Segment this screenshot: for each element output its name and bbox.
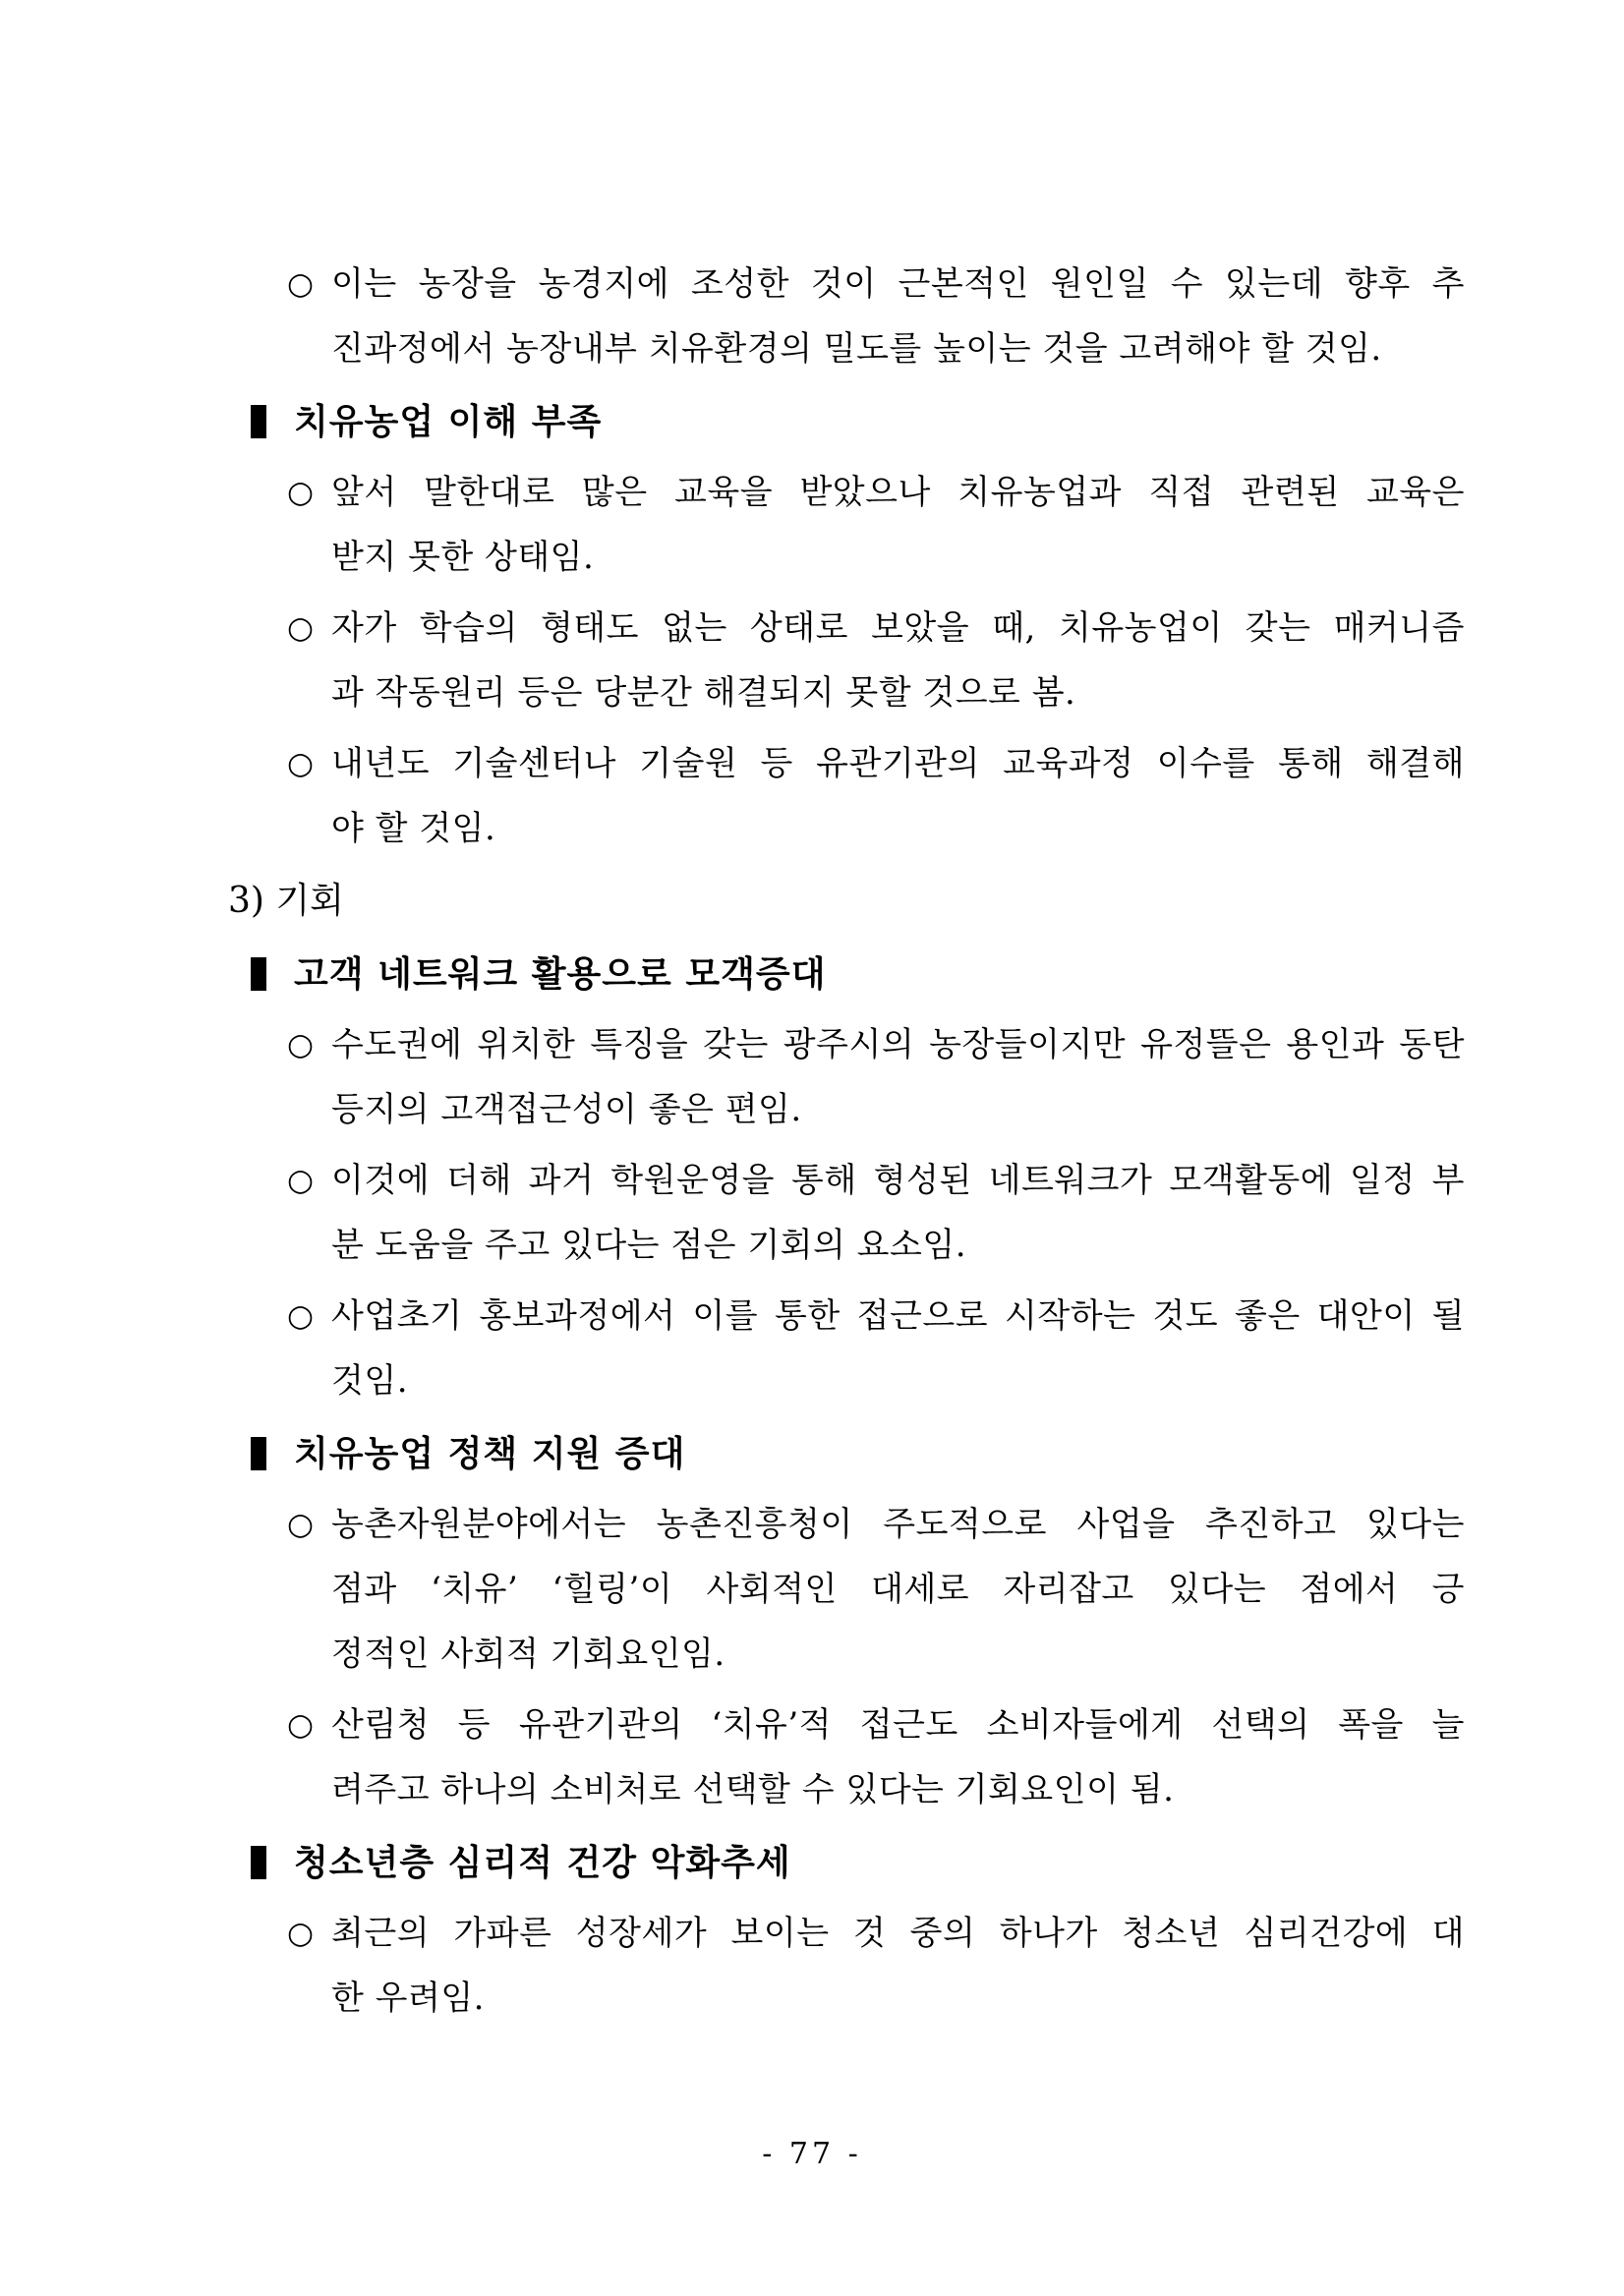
text-line: 점과 ‘치유’ ‘힐링’이 사회적인 대세로 자리잡고 있다는 점에서 긍 — [331, 1570, 1465, 1609]
circle-bullet-icon: ○ — [287, 1507, 315, 1542]
circle-bullet-icon: ○ — [287, 266, 315, 302]
bullet-item — [228, 1148, 1465, 1278]
section-header-label: 치유농업 이해 부족 — [294, 401, 603, 442]
bullet-text — [331, 1693, 1465, 1822]
section-header-label: 청소년층 심리적 건강 악화추세 — [294, 1842, 791, 1883]
bullet-item — [228, 1012, 1465, 1142]
bullet-text — [331, 1492, 1465, 1687]
header-bar-icon — [251, 1437, 266, 1470]
bullet-text — [331, 1284, 1465, 1413]
section-header — [251, 1421, 1465, 1486]
text-line: 한 우려임. — [331, 1979, 485, 2018]
circle-bullet-icon: ○ — [287, 610, 315, 646]
bullet-text — [331, 1901, 1465, 2031]
bullet-item — [228, 731, 1465, 861]
bullet-text — [331, 1012, 1465, 1142]
bullet-text — [331, 252, 1465, 381]
section-header — [251, 942, 1465, 1006]
text-line: 농촌자원분야에서는 농촌진흥청이 주도적으로 사업을 추진하고 있다는 — [331, 1505, 1465, 1544]
circle-bullet-icon: ○ — [287, 1027, 315, 1062]
numbered-heading: 3) 기회 — [228, 881, 344, 921]
text-line: 최근의 가파른 성장세가 보이는 것 중의 하나가 청소년 심리건강에 대 — [331, 1914, 1465, 1953]
bullet-item — [228, 252, 1465, 381]
text-line: 려주고 하나의 소비처로 선택할 수 있다는 기회요인이 됨. — [331, 1770, 1175, 1809]
text-line: 야 할 것임. — [331, 809, 496, 848]
section-header-label: 고객 네트워크 활용으로 모객증대 — [294, 953, 827, 995]
circle-bullet-icon: ○ — [287, 746, 315, 781]
text-line: 이는 농장을 농경지에 조성한 것이 근본적인 원인일 수 있는데 향후 추 — [331, 264, 1465, 304]
section-header — [251, 389, 1465, 454]
bullet-text — [331, 460, 1465, 590]
text-line: 등지의 고객접근성이 좋은 편임. — [331, 1090, 802, 1129]
bullet-item — [228, 596, 1465, 725]
bullet-item — [228, 460, 1465, 590]
header-bar-icon — [251, 405, 266, 438]
text-line: 정적인 사회적 기회요인임. — [331, 1635, 725, 1674]
circle-bullet-icon: ○ — [287, 1916, 315, 1951]
section-header — [251, 1830, 1465, 1895]
section-header-label: 치유농업 정책 지원 증대 — [294, 1433, 686, 1474]
text-line: 진과정에서 농장내부 치유환경의 밀도를 높이는 것을 고려해야 할 것임. — [331, 329, 1382, 369]
text-line: 받지 못한 상태임. — [331, 538, 595, 577]
text-line: 앞서 말한대로 많은 교육을 받았으나 치유농업과 직접 관련된 교육은 — [331, 473, 1465, 512]
circle-bullet-icon: ○ — [287, 1298, 315, 1334]
bullet-text — [331, 731, 1465, 861]
page-number: - 77 - — [762, 2137, 862, 2171]
text-line: 분 도움을 주고 있다는 점은 기회의 요소임. — [331, 1226, 966, 1265]
header-bar-icon — [251, 1846, 266, 1879]
text-line: 이것에 더해 과거 학원운영을 통해 형성된 네트워크가 모객활동에 일정 부 — [331, 1161, 1465, 1200]
bullet-item — [228, 1492, 1465, 1687]
bullet-item — [228, 1693, 1465, 1822]
circle-bullet-icon: ○ — [287, 1707, 315, 1743]
bullet-text — [331, 1148, 1465, 1278]
header-bar-icon — [251, 957, 266, 991]
circle-bullet-icon: ○ — [287, 475, 315, 510]
text-line: 자가 학습의 형태도 없는 상태로 보았을 때, 치유농업이 갖는 매커니즘 — [331, 608, 1465, 648]
text-line: 사업초기 홍보과정에서 이를 통한 접근으로 시작하는 것도 좋은 대안이 될 — [331, 1296, 1465, 1336]
text-line: 내년도 기술센터나 기술원 등 유관기관의 교육과정 이수를 통해 해결해 — [331, 744, 1465, 783]
text-line: 것임. — [331, 1361, 408, 1401]
bullet-item — [228, 1284, 1465, 1413]
circle-bullet-icon: ○ — [287, 1163, 315, 1198]
text-line: 수도권에 위치한 특징을 갖는 광주시의 농장들이지만 유정뜰은 용인과 동탄 — [331, 1025, 1465, 1064]
text-line: 산림청 등 유관기관의 ‘치유’적 접근도 소비자들에게 선택의 폭을 늘 — [331, 1705, 1465, 1745]
bullet-item — [228, 1901, 1465, 2031]
bullet-text — [331, 596, 1465, 725]
text-line: 과 작동원리 등은 당분간 해결되지 못할 것으로 봄. — [331, 673, 1076, 713]
